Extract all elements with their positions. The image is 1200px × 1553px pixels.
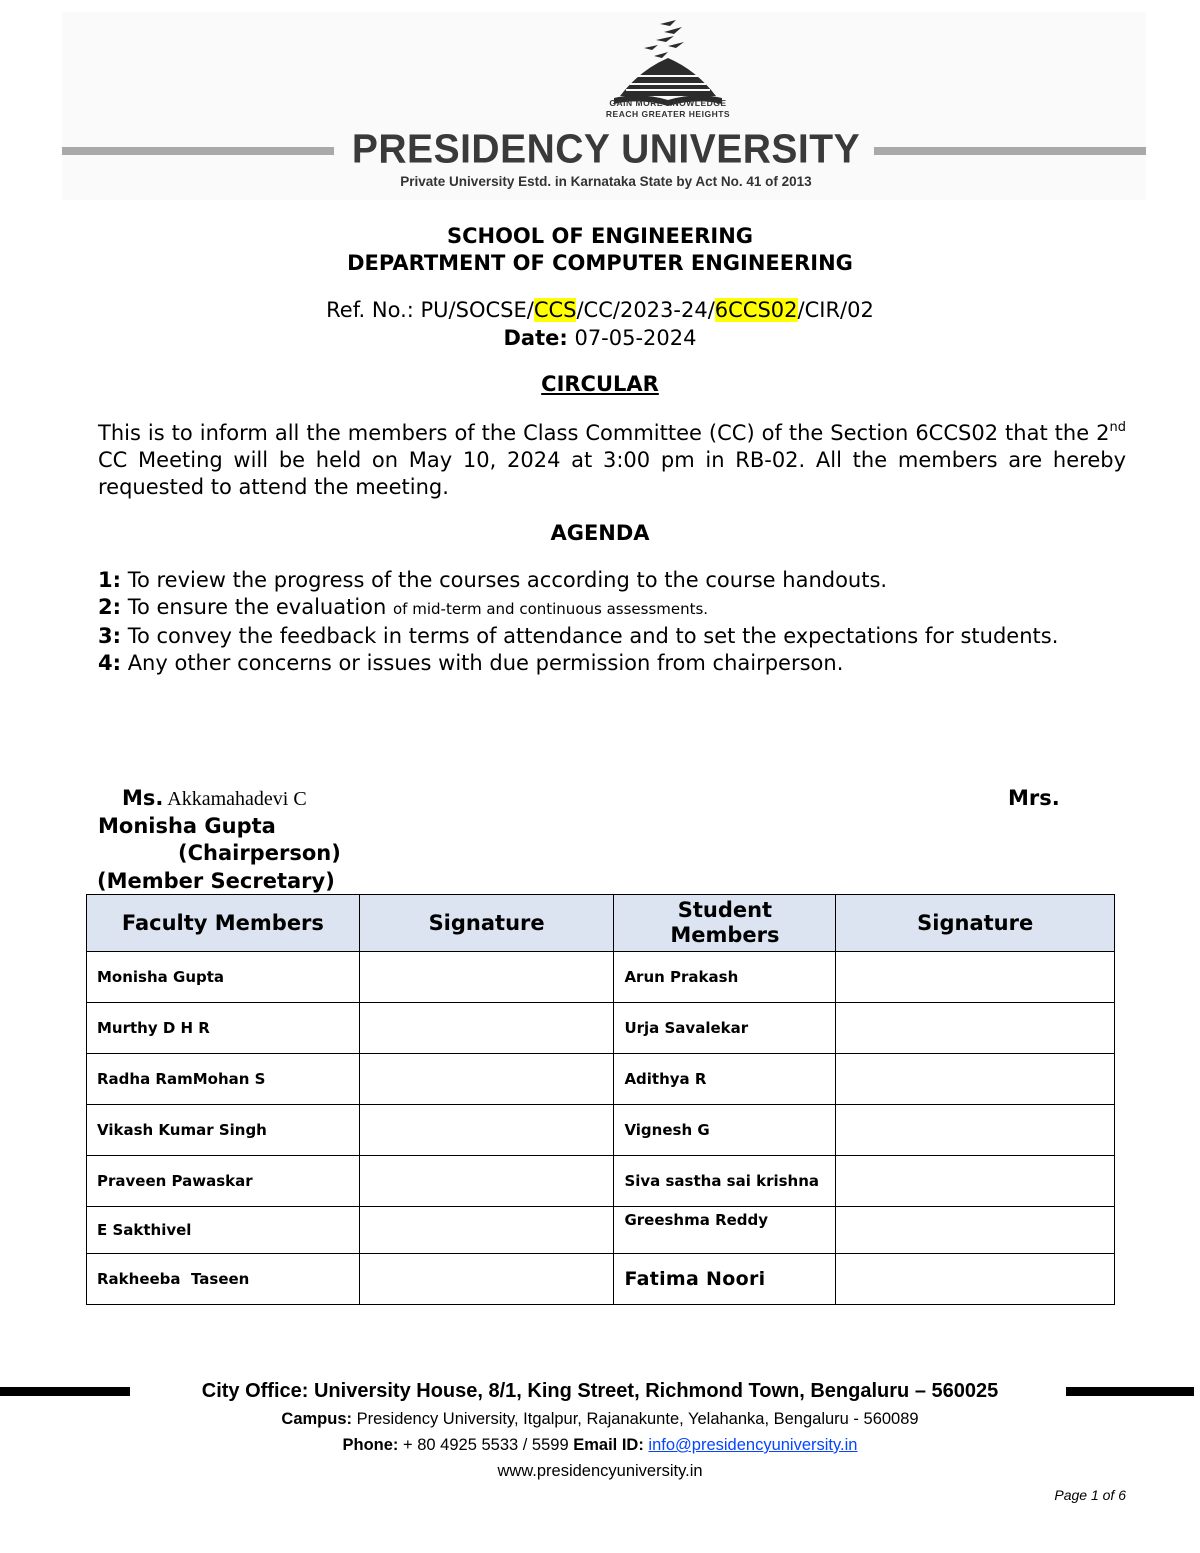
reference-number — [0, 298, 1200, 322]
header-signature: Signature — [836, 895, 1115, 952]
ref-suffix: /CIR/02 — [797, 298, 874, 322]
table-row — [87, 1207, 1115, 1254]
tagline-line-2: REACH GREATER HEIGHTS — [605, 109, 731, 119]
agenda-item — [98, 650, 1126, 677]
chairperson-name: Akkamahadevi C — [163, 788, 307, 810]
footer-website[interactable]: www.presidencyuniversity.in — [497, 1462, 703, 1480]
chairperson-signatory — [122, 786, 307, 811]
faculty-member-cell: Praveen Pawaskar — [87, 1156, 360, 1207]
footer-campus — [0, 1410, 1200, 1429]
student-signature-cell[interactable] — [836, 1105, 1115, 1156]
agenda-item — [98, 567, 1126, 594]
agenda-item-number: 1: — [98, 568, 122, 592]
university-name: PRESIDENCY UNIVERSITY — [351, 126, 861, 173]
table-row — [87, 1254, 1115, 1305]
agenda-title: AGENDA — [550, 521, 650, 545]
agenda-item-text: Any other concerns or issues with due permission from chairperson. — [121, 651, 844, 675]
faculty-member-cell: E Sakthivel — [87, 1207, 360, 1254]
agenda-item-number: 4: — [98, 651, 122, 675]
faculty-member-cell: Murthy D H R — [87, 1003, 360, 1054]
mrs-title: Mrs. — [1008, 786, 1060, 810]
department-heading: DEPARTMENT OF COMPUTER ENGINEERING — [347, 251, 853, 275]
body-superscript: nd — [1109, 420, 1126, 435]
faculty-member-cell: Vikash Kumar Singh — [87, 1105, 360, 1156]
table-row — [87, 952, 1115, 1003]
ms-title: Ms. — [122, 786, 164, 810]
ref-highlight-ccs: CCS — [533, 298, 577, 322]
student-member-cell: Greeshma Reddy — [614, 1207, 836, 1254]
campus-label: Campus: — [281, 1410, 353, 1428]
agenda-item — [98, 594, 1126, 623]
school-heading: SCHOOL OF ENGINEERING — [446, 224, 754, 248]
student-signature-cell[interactable] — [836, 1003, 1115, 1054]
letterhead — [62, 12, 1146, 200]
student-member-cell: Fatima Noori — [614, 1254, 836, 1305]
university-subtitle: Private University Estd. in Karnataka State by Act No. 41 of 2013 — [400, 174, 812, 189]
agenda-item-number: 2: — [98, 595, 122, 619]
student-signature-cell[interactable] — [836, 1254, 1115, 1305]
date-label: Date: — [503, 326, 568, 350]
header-signature: Signature — [359, 895, 614, 952]
date-value: 07-05-2024 — [567, 326, 697, 350]
student-member-cell: Arun Prakash — [614, 952, 836, 1003]
faculty-signature-cell[interactable] — [359, 1054, 614, 1105]
faculty-signature-cell[interactable] — [359, 1003, 614, 1054]
table-row — [87, 1105, 1115, 1156]
faculty-signature-cell[interactable] — [359, 952, 614, 1003]
page-number: Page 1 of 6 — [1054, 1487, 1126, 1503]
agenda-item-text: To convey the feedback in terms of attendance and to set the expectations for students. — [121, 624, 1059, 648]
agenda-item-text: To ensure the evaluation — [121, 595, 393, 619]
table-row — [87, 1156, 1115, 1207]
email-link[interactable]: info@presidencyuniversity.in — [648, 1436, 858, 1454]
secretary-name: Monisha Gupta — [98, 814, 276, 838]
student-member-cell: Adithya R — [614, 1054, 836, 1105]
header-divider-left — [62, 147, 334, 155]
faculty-signature-cell[interactable] — [359, 1105, 614, 1156]
phone-text: + 80 4925 5533 / 5599 — [398, 1436, 574, 1454]
campus-text: Presidency University, Itgalpur, Rajanakunte, Yelahanka, Bengaluru - 560089 — [352, 1410, 919, 1428]
table-row — [87, 1054, 1115, 1105]
student-signature-cell[interactable] — [836, 1207, 1115, 1254]
circular-date — [0, 326, 1200, 350]
agenda-item-small-text: of mid-term and continuous assessments. — [393, 600, 709, 618]
faculty-member-cell: Radha RamMohan S — [87, 1054, 360, 1105]
student-signature-cell[interactable] — [836, 1054, 1115, 1105]
faculty-signature-cell[interactable] — [359, 1207, 614, 1254]
footer-city-office: City Office: University House, 8/1, King Street, Richmond Town, Bengaluru – 560025 — [201, 1380, 999, 1402]
members-signature-table — [86, 894, 1115, 1305]
agenda-item-text: To review the progress of the courses according to the course handouts. — [121, 568, 888, 592]
student-member-cell: Vignesh G — [614, 1105, 836, 1156]
agenda-item-number: 3: — [98, 624, 122, 648]
header-divider-right — [874, 147, 1146, 155]
agenda-list — [98, 567, 1126, 677]
circular-title: CIRCULAR — [541, 372, 659, 396]
secretary-role: (Member Secretary) — [97, 869, 335, 893]
body-text-a: This is to inform all the members of the Class Committee (CC) of the Section 6CCS02 that the 2 — [98, 421, 1110, 445]
tagline-line-1: GAIN MORE KNOWLEDGE — [609, 98, 727, 108]
student-signature-cell[interactable] — [836, 1156, 1115, 1207]
student-member-cell: Siva sastha sai krishna — [614, 1156, 836, 1207]
faculty-member-cell: Rakheeba Taseen — [87, 1254, 360, 1305]
student-signature-cell[interactable] — [836, 952, 1115, 1003]
phone-label: Phone: — [342, 1436, 399, 1454]
header-faculty-members: Faculty Members — [87, 895, 360, 952]
student-member-cell: Urja Savalekar — [614, 1003, 836, 1054]
ref-mid: /CC/2023-24/ — [576, 298, 715, 322]
university-logo — [600, 18, 736, 108]
table-row — [87, 1003, 1115, 1054]
body-text-b: CC Meeting will be held on May 10, 2024 at 3:00 pm in RB-02. All the members are hereby requested to attend the meeting. — [98, 448, 1126, 499]
circular-body — [98, 420, 1126, 501]
chairperson-role: (Chairperson) — [178, 841, 341, 865]
email-label: Email ID: — [573, 1436, 644, 1454]
faculty-signature-cell[interactable] — [359, 1254, 614, 1305]
ref-highlight-section: 6CCS02 — [714, 298, 798, 322]
ref-prefix: Ref. No.: PU/SOCSE/ — [326, 298, 534, 322]
table-header-row — [87, 895, 1115, 952]
agenda-item — [98, 623, 1126, 650]
faculty-signature-cell[interactable] — [359, 1156, 614, 1207]
faculty-member-cell: Monisha Gupta — [87, 952, 360, 1003]
footer-contact — [0, 1436, 1200, 1455]
header-student-members: Student Members — [614, 895, 836, 952]
